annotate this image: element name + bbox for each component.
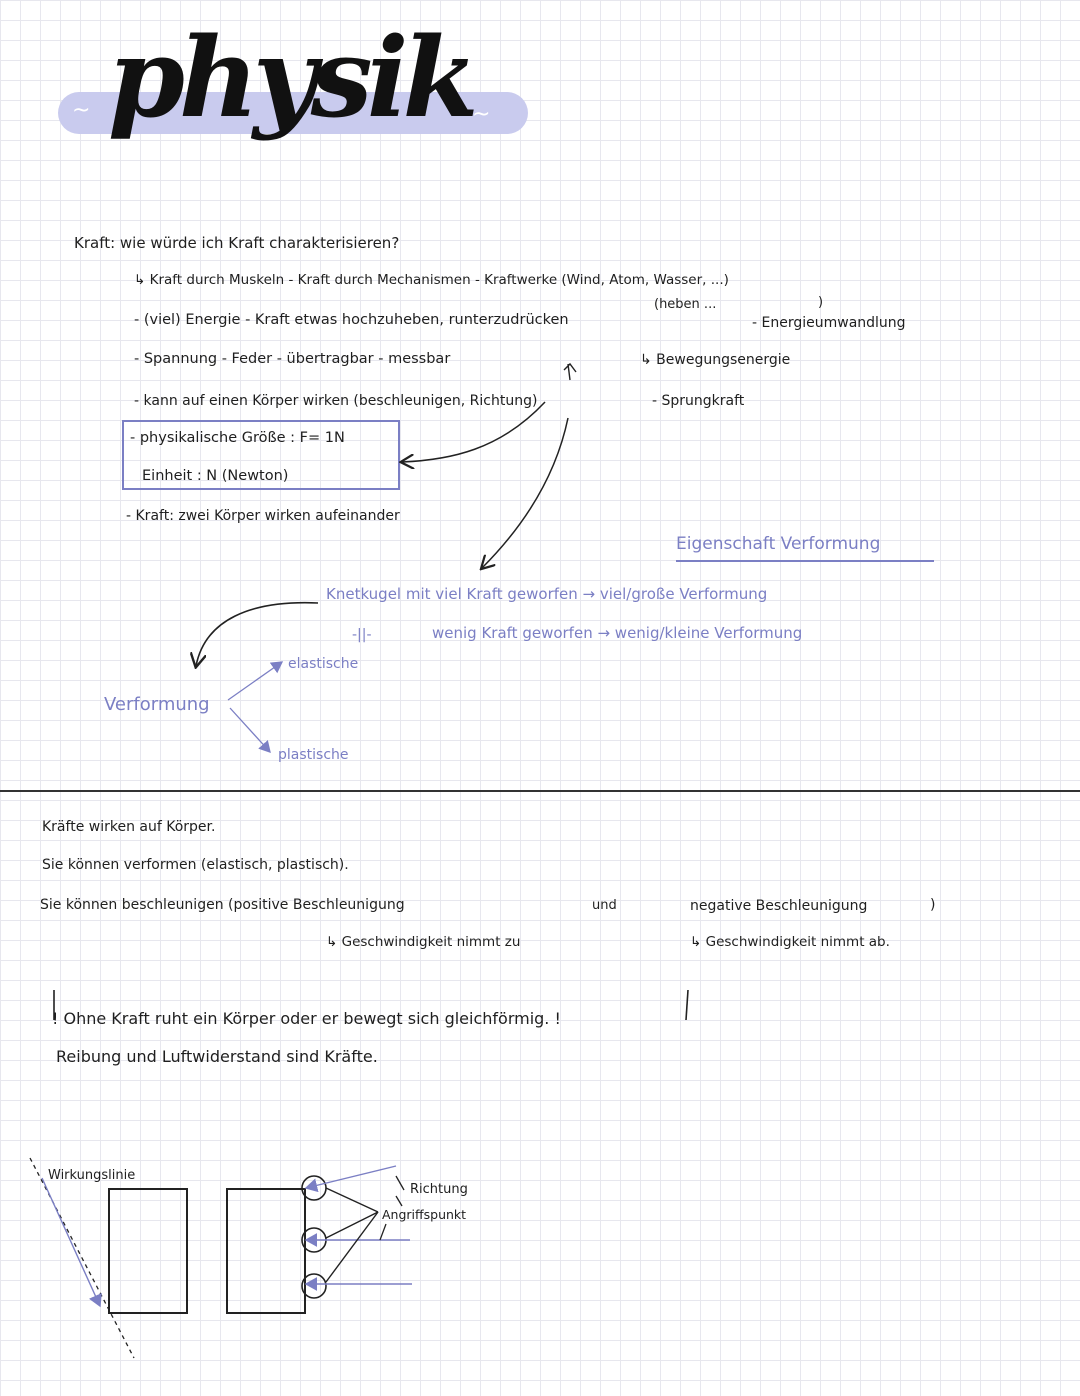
geschwindigkeit-zu: ↳ Geschwindigkeit nimmt zu <box>326 934 521 950</box>
richtung-tick <box>396 1176 404 1190</box>
angriffspunkt-connector-3 <box>326 1212 378 1282</box>
angriffspunkt-connector-2 <box>326 1212 378 1238</box>
richtung-tick-2 <box>396 1196 402 1206</box>
ohne-kraft-statement: ! Ohne Kraft ruht ein Körper oder er bewegt sich gleichförmig. ! <box>52 1009 561 1028</box>
messbar-pointer <box>564 364 576 380</box>
branch-plastische <box>230 708 270 752</box>
angriffspunkt-tick <box>380 1224 386 1240</box>
beschleunigen-line: Sie können beschleunigen (positive Beschleunigung <box>40 897 405 913</box>
und-word: und <box>592 898 617 913</box>
kraft-line-3: - Spannung - Feder - übertragbar - messbar <box>134 351 451 367</box>
verformen-line: Sie können verformen (elastisch, plastisch). <box>42 857 349 873</box>
negative-close: ) <box>930 897 936 913</box>
arrow-to-box <box>402 402 545 462</box>
box-line-2: Einheit : N (Newton) <box>142 468 289 484</box>
reibung-statement: Reibung und Luftwiderstand sind Kräfte. <box>56 1047 378 1066</box>
heben-close: ) <box>818 295 824 310</box>
sprungkraft: - Sprungkraft <box>652 393 745 409</box>
kraft-question: Kraft: wie würde ich Kraft charakterisieren? <box>74 234 400 252</box>
wenig-line: wenig Kraft geworfen → wenig/kleine Verformung <box>432 624 803 642</box>
force-point-bottom <box>302 1274 326 1298</box>
angriffspunkt-label: Angriffspunkt <box>382 1207 467 1222</box>
kraefte-wirken: Kräfte wirken auf Körper. <box>42 819 216 835</box>
tilde-left: ~ <box>72 98 91 123</box>
force-point-top <box>302 1176 326 1200</box>
eigenschaft-heading: Eigenschaft Verformung <box>676 534 881 554</box>
box-line-1: - physikalische Größe : F= 1N <box>130 430 345 446</box>
negative-beschleunigung: negative Beschleunigung <box>690 898 868 914</box>
plastische-label: plastische <box>278 747 349 763</box>
arrow-to-verformung <box>196 603 318 666</box>
ditto-mark: -||- <box>352 627 372 643</box>
kraft-line-1: ↳ Kraft durch Muskeln - Kraft durch Mechanismen - Kraftwerke (Wind, Atom, Wasser, ...) <box>134 272 729 288</box>
kraft-line-4: - kann auf einen Körper wirken (beschleunigen, Richtung) <box>134 393 538 409</box>
branch-elastische <box>228 662 282 700</box>
wirkungslinie-arrow <box>42 1178 100 1306</box>
page-title: physik <box>108 13 473 142</box>
angriffspunkt-connector-1 <box>326 1188 378 1212</box>
wirkungslinie-dashed <box>30 1158 134 1358</box>
exclaim-right <box>686 990 688 1020</box>
richtung-label: Richtung <box>410 1182 468 1197</box>
heben-note: (heben ... <box>654 297 717 312</box>
energieumwandlung: - Energieumwandlung <box>752 315 906 331</box>
bewegungsenergie: ↳ Bewegungsenergie <box>640 352 791 368</box>
elastische-label: elastische <box>288 656 359 672</box>
tilde-right: ~ <box>472 102 491 127</box>
kraft-line-2: - (viel) Energie - Kraft etwas hochzuheben, runterzudrücken <box>134 312 569 328</box>
verformung-label: Verformung <box>104 694 210 715</box>
zwei-koerper: - Kraft: zwei Körper wirken aufeinander <box>126 508 400 524</box>
wirkungslinie-label: Wirkungslinie <box>48 1168 136 1183</box>
knetkugel-line: Knetkugel mit viel Kraft geworfen → viel/große Verformung <box>326 585 768 603</box>
geschwindigkeit-ab: ↳ Geschwindigkeit nimmt ab. <box>690 934 890 950</box>
